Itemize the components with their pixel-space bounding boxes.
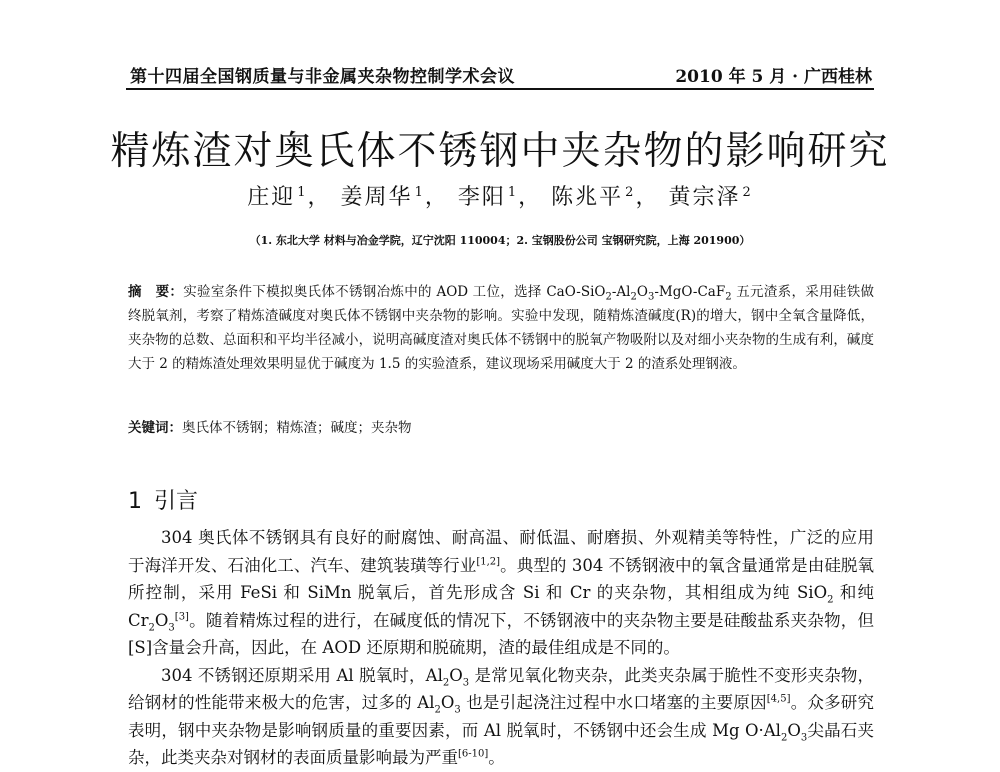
subscript: 2 [827, 594, 834, 606]
subscript: 2 [780, 731, 788, 743]
subscript: 2 [434, 704, 441, 716]
citation: [1,2] [476, 556, 501, 567]
date-place-header: 2010 年 5 月 · 广西桂林 [675, 67, 872, 87]
subscript: 3 [454, 704, 461, 716]
body-text-run: O [787, 720, 801, 740]
body-text-run: 。众多研究表明，钢中夹杂物是影响钢质量的重要因素，而 Al 脱氧时，不锈钢中还会生成 Mg O·Al [128, 693, 874, 740]
author-name: 黄宗泽 [668, 185, 741, 210]
abstract-text: -Al [611, 284, 631, 300]
author-name: 陈兆平 [551, 185, 624, 210]
abstract-text: O [636, 284, 648, 300]
section-number: 1 [128, 489, 142, 514]
body-paragraph [128, 662, 874, 772]
abstract-label: 摘 要： [128, 284, 184, 300]
citation: [6-10] [458, 748, 489, 760]
abstract-text: -MgO-CaF [654, 284, 726, 300]
body-text-run: 304 不锈钢还原期采用 Al 脱氧时，Al [161, 665, 443, 685]
body-text-run: 。随着精炼过程的进行，在碱度低的情况下，不锈钢液中的夹杂物主要是硅酸盐系夹杂物，但[S]含量会升高，因此，在 AOD 还原期和脱硫期，渣的最佳组成是不同的。 [128, 610, 874, 657]
body-text [128, 524, 874, 772]
body-text-run: 是常见氧化物夹杂，此类夹杂属于脆性不变形夹杂物，给钢材的性能带来极大的危害，过多的 Al [128, 665, 874, 712]
keywords [128, 416, 874, 436]
keywords-label: 关键词： [128, 420, 182, 436]
subscript: 3 [800, 731, 808, 743]
abstract [128, 280, 874, 376]
body-text-run: 。典型的 304 不锈钢液中的氧含量通常是由硅脱氧所控制，采用 FeSi 和 SiMn 脱氧后，首先形成含 Si 和 Cr 的夹杂物，其相组成为纯 SiO [128, 555, 875, 602]
body-text-run: 。 [488, 748, 505, 767]
body-text-run: O [440, 693, 455, 712]
conference-header: 第十四届全国钢质量与非金属夹杂物控制学术会议 [130, 67, 515, 87]
subscript: 3 [168, 621, 175, 633]
citation: [3] [174, 611, 189, 622]
keywords-text: 奥氏体不锈钢；精炼渣；碱度；夹杂物 [182, 420, 412, 436]
subscript: 3 [647, 291, 655, 303]
author-name: 李阳 [457, 185, 506, 210]
abstract-text: 实验室条件下模拟奥氏体不锈钢冶炼中的 AOD 工位，选择 CaO-SiO [183, 284, 606, 300]
body-text-run: 和纯 Cr [128, 583, 874, 630]
citation: [4,5] [766, 693, 791, 705]
section-title: 引言 [154, 489, 199, 514]
subscript: 2 [605, 291, 612, 303]
body-text-run: 304 奥氏体不锈钢具有良好的耐腐蚀、耐高温、耐低温、耐磨损、外观精美等特性，广泛的应用于海洋开发、石油化工、汽车、建筑装璜等行业 [128, 528, 874, 575]
body-text-run: O [154, 610, 169, 630]
subscript: 2 [630, 291, 637, 303]
author-affiliation-mark: 2 [742, 184, 753, 200]
author-affiliation-mark: 2 [625, 184, 636, 200]
author-name: 姜周华 [340, 185, 413, 210]
abstract-text: 五元渣系，采用硅铁做终脱氧剂，考察了精炼渣碱度对奥氏体不锈钢中夹杂物的影响。实验中发现，随精炼渣碱度(R)的增大，钢中全氧含量降低，夹杂物的总数、总面积和平均半径减小，说明高碱度渣对奥氏体不锈钢中的脱氧产物吸附以及对细小夹杂物的生成有利，碱度大于 2 的精炼渣处理效果明显优于碱度为 1.5 的实验渣系，建议现场采用碱度大于 2 的渣系处理钢液。 [128, 284, 875, 372]
author-affiliation-mark: 1 [414, 184, 425, 200]
header-rule [126, 88, 874, 90]
subscript: 2 [725, 291, 732, 303]
author-name: 庄迎 [247, 185, 296, 210]
subscript: 2 [148, 621, 155, 633]
author-affiliation-mark: 1 [297, 184, 308, 200]
section-heading [128, 484, 198, 515]
author-affiliation-mark: 1 [507, 184, 519, 200]
subscript: 3 [462, 676, 470, 688]
author-list: 庄迎 $^1$， 姜周华 $^1$， 李阳 $^1$， 陈兆平 $^2$， 黄宗泽 $^2$ [247, 184, 753, 210]
affiliation-line: （1. 东北大学 材料与冶金学院，辽宁沈阳 110004；2. 宝钢股份公司 宝钢研究院，上海 201900） [249, 234, 751, 247]
body-paragraph [128, 524, 874, 662]
subscript: 2 [442, 676, 450, 688]
paper-title: 精炼渣对奥氏体不锈钢中夹杂物的影响研究 [110, 129, 890, 174]
body-text-run: O [449, 665, 463, 685]
body-text-run: 也是引起浇注过程中水口堵塞的主要原因 [460, 693, 767, 712]
body-text-run: 尖晶石夹杂，此类夹杂对钢材的表面质量影响最为严重 [128, 720, 874, 767]
